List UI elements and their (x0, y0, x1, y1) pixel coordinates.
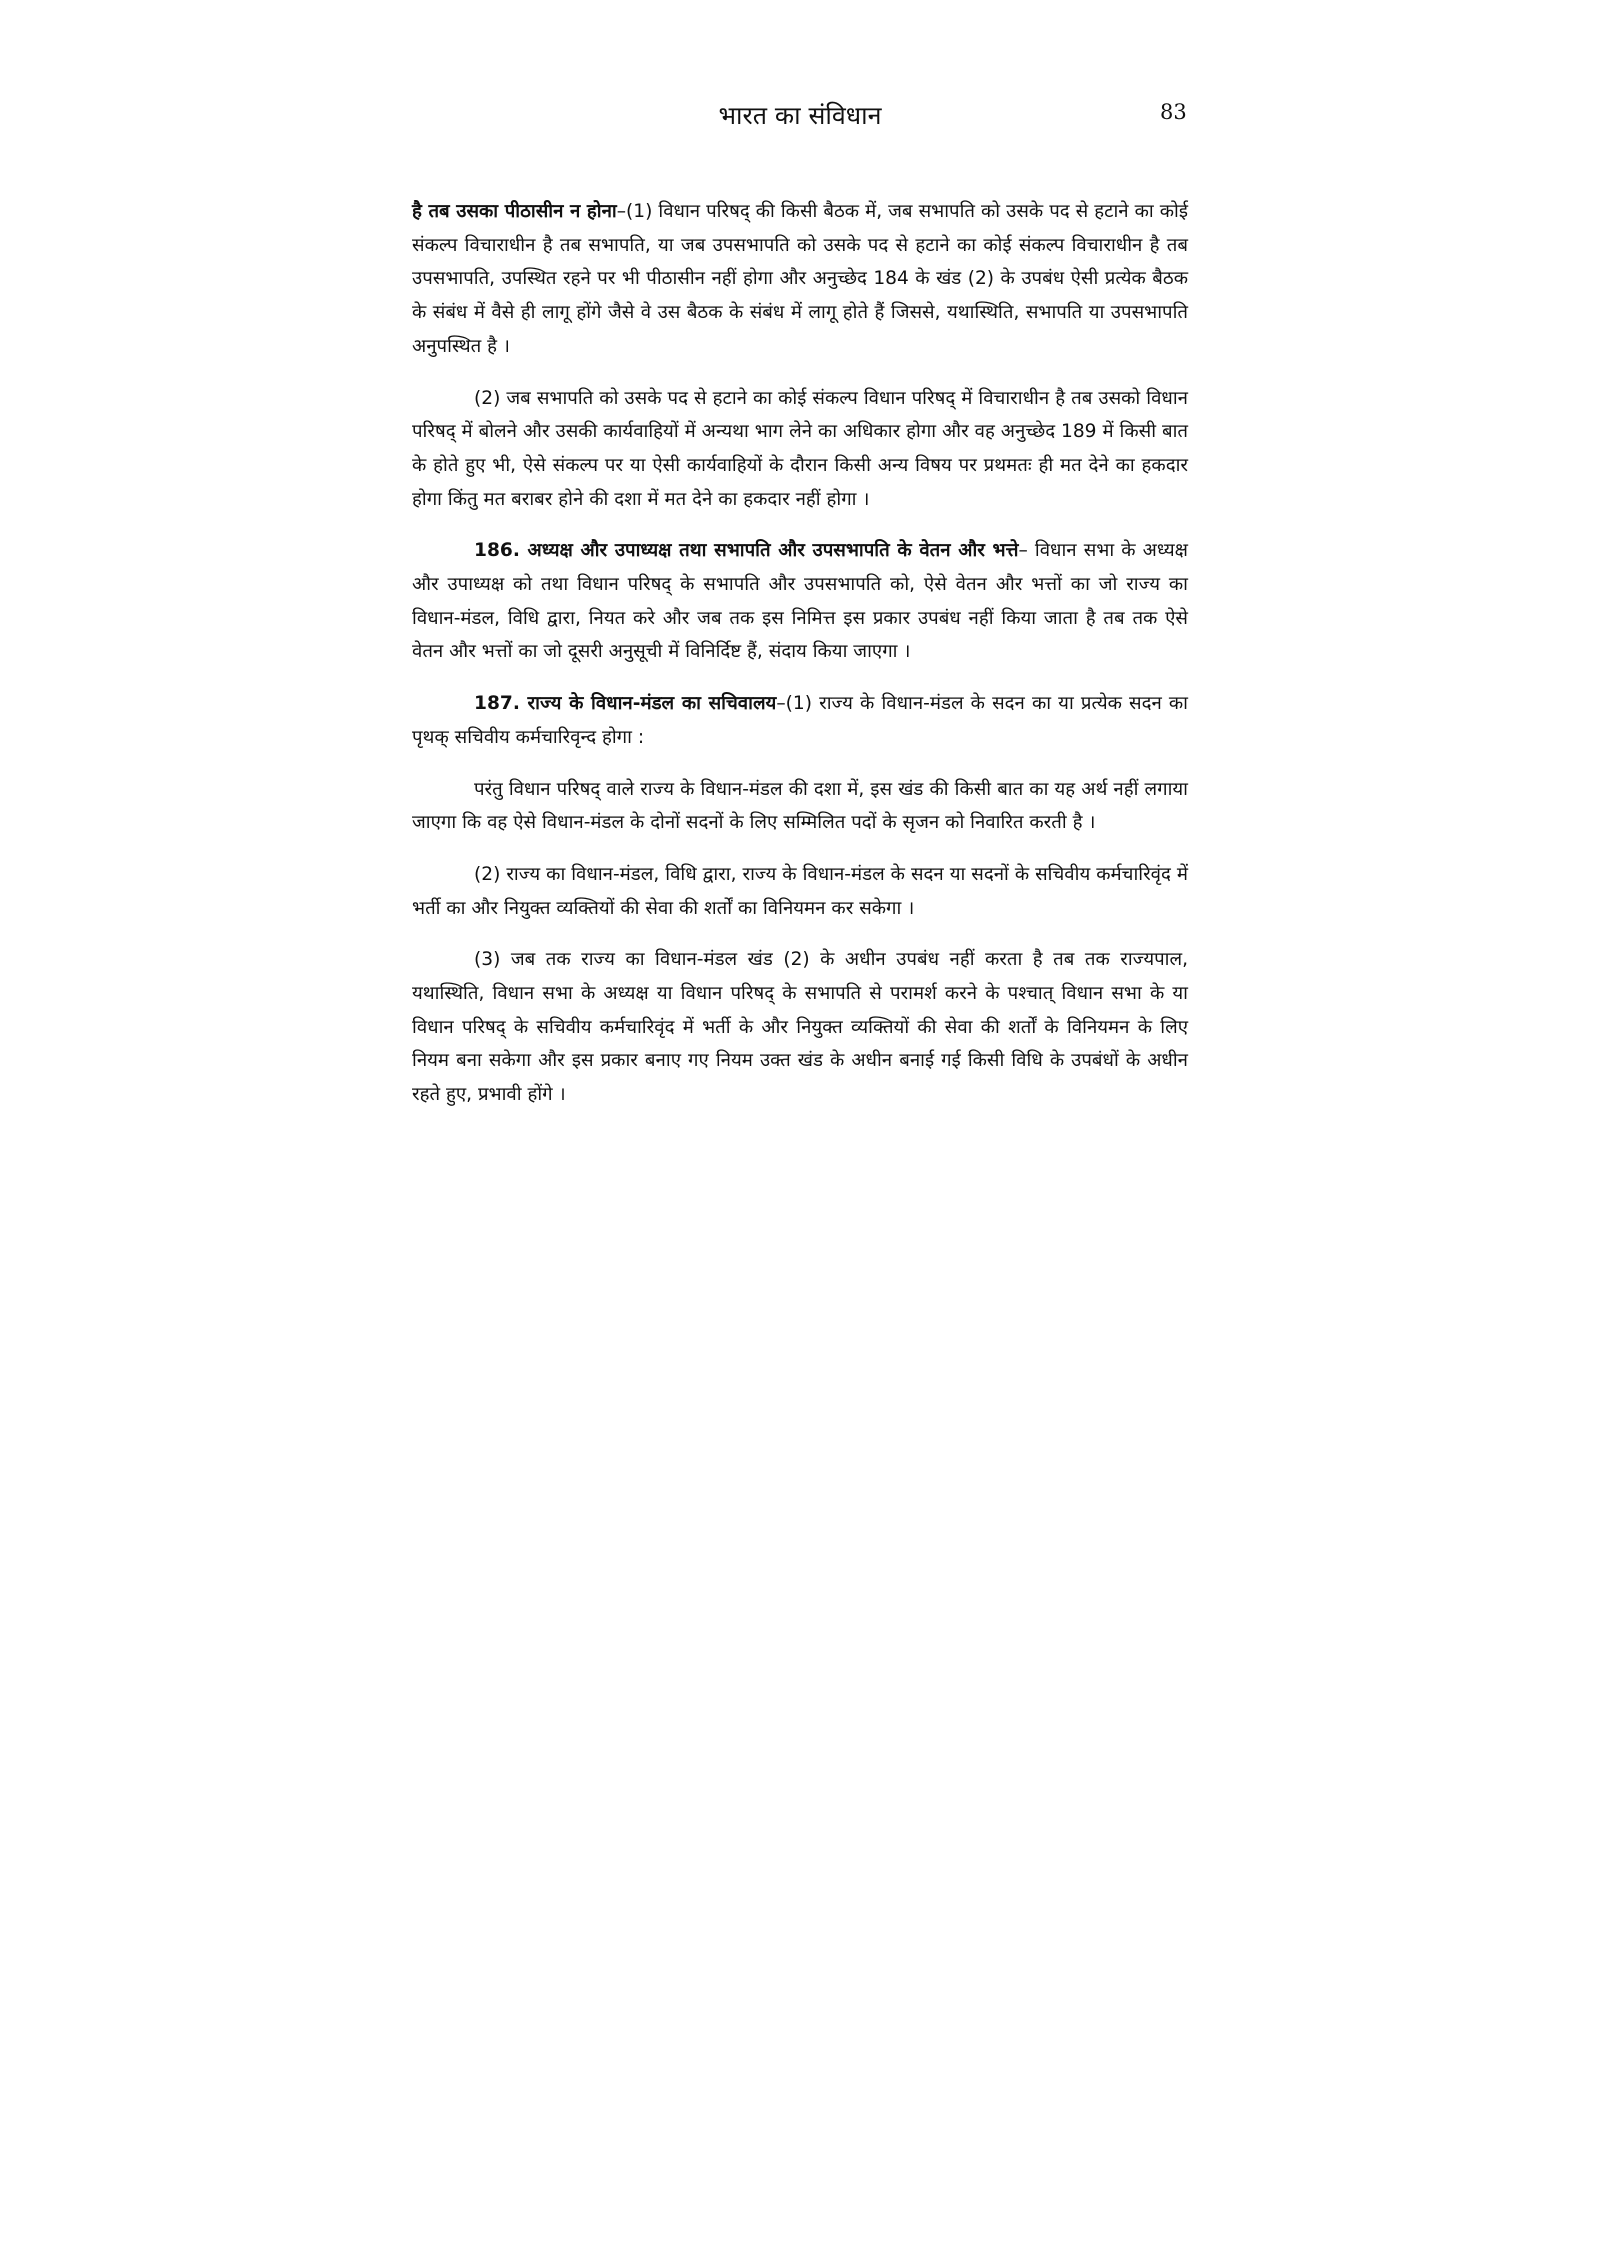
page-number: 83 (1160, 100, 1187, 124)
paragraph-187-2 (412, 858, 1188, 925)
paragraph-187-proviso (412, 773, 1188, 840)
paragraph-187-3 (412, 943, 1188, 1112)
paragraph-text: – विधान सभा के अध्यक्ष और उपाध्यक्ष को तथा विधान परिषद् के सभापति और उपसभापति को, ऐसे वेतन और भत्तों का जो राज्य का विधान-मंडल, विधि द्वारा, नियत करे और जब तक इस निमित्त इस प्रकार उपबंध नहीं किया जाता है तब तक ऐसे वेतन और भत्तों का जो दूसरी अनुसूची में विनिर्दिष्ट हैं, संदाय किया जाएगा । (412, 540, 1188, 663)
paragraph-text: परंतु विधान परिषद् वाले राज्य के विधान-मंडल की दशा में, इस खंड की किसी बात का यह अर्थ नहीं लगाया जाएगा कि वह ऐसे विधान-मंडल के दोनों सदनों के लिए सम्मिलित पदों के सृजन को निवारित करती है । (412, 778, 1189, 834)
paragraph-185-2 (412, 382, 1188, 517)
paragraph-text: (3) जब तक राज्य का विधान-मंडल खंड (2) के अधीन उपबंध नहीं करता है तब तक राज्यपाल, यथास्थिति, विधान सभा के अध्यक्ष या विधान परिषद् के सभापति से परामर्श करने के पश्चात् विधान सभा के या विधान परिषद् के सचिवीय कर्मचारिवृंद में भर्ती के और नियुक्त व्यक्तियों की सेवा की शर्तों के विनियमन के लिए नियम बना सकेगा और इस प्रकार बनाए गए नियम उक्त खंड के अधीन बनाई गई किसी विधि के उपबंधों के अधीन रहते हुए, प्रभावी होंगे । (412, 949, 1188, 1106)
paragraph-text: (2) राज्य का विधान-मंडल, विधि द्वारा, राज्य के विधान-मंडल के सदन या सदनों के सचिवीय कर्मचारिवृंद में भर्ती का और नियुक्त व्यक्तियों की सेवा की शर्तों का विनियमन कर सकेगा । (412, 863, 1188, 919)
paragraph-heading: है तब उसका पीठासीन न होना (412, 201, 617, 222)
document-body (412, 195, 1188, 1130)
paragraph-heading: 186. अध्यक्ष और उपाध्यक्ष तथा सभापति और उपसभापति के वेतन और भत्ते (474, 540, 1019, 562)
page-header (0, 96, 1600, 136)
paragraph-187-1 (412, 687, 1188, 754)
paragraph-text: –(1) राज्य के विधान-मंडल के सदन का या प्रत्येक सदन का पृथक् सचिवीय कर्मचारिवृन्द होगा : (412, 693, 1188, 748)
paragraph-186 (412, 534, 1188, 669)
paragraph-heading: 187. राज्य के विधान-मंडल का सचिवालय (474, 693, 777, 715)
paragraph-text: –(1) विधान परिषद् की किसी बैठक में, जब सभापति को उसके पद से हटाने का कोई संकल्प विचाराधीन है तब सभापति, या जब उपसभापति को उसके पद से हटाने का कोई संकल्प विचाराधीन है तब उपसभापति, उपस्थित रहने पर भी पीठासीन नहीं होगा और अनुच्छेद 184 के खंड (2) के उपबंध ऐसी प्रत्येक बैठक के संबंध में वैसे ही लागू होंगे जैसे वे उस बैठक के संबंध में लागू होते हैं जिससे, यथास्थिति, सभापति या उपसभापति अनुपस्थित है । (412, 201, 1188, 357)
paragraph-text: (2) जब सभापति को उसके पद से हटाने का कोई संकल्प विधान परिषद् में विचाराधीन है तब उसको विधान परिषद् में बोलने और उसकी कार्यवाहियों में अन्यथा भाग लेने का अधिकार होगा और वह अनुच्छेद 189 में किसी बात के होते हुए भी, ऐसे संकल्प पर या ऐसी कार्यवाहियों के दौरान किसी अन्य विषय पर प्रथमतः ही मत देने का हकदार होगा किंतु मत बराबर होने की दशा में मत देने का हकदार नहीं होगा । (412, 387, 1188, 510)
paragraph-185-1 (412, 195, 1188, 364)
page-title: भारत का संविधान (718, 101, 882, 130)
